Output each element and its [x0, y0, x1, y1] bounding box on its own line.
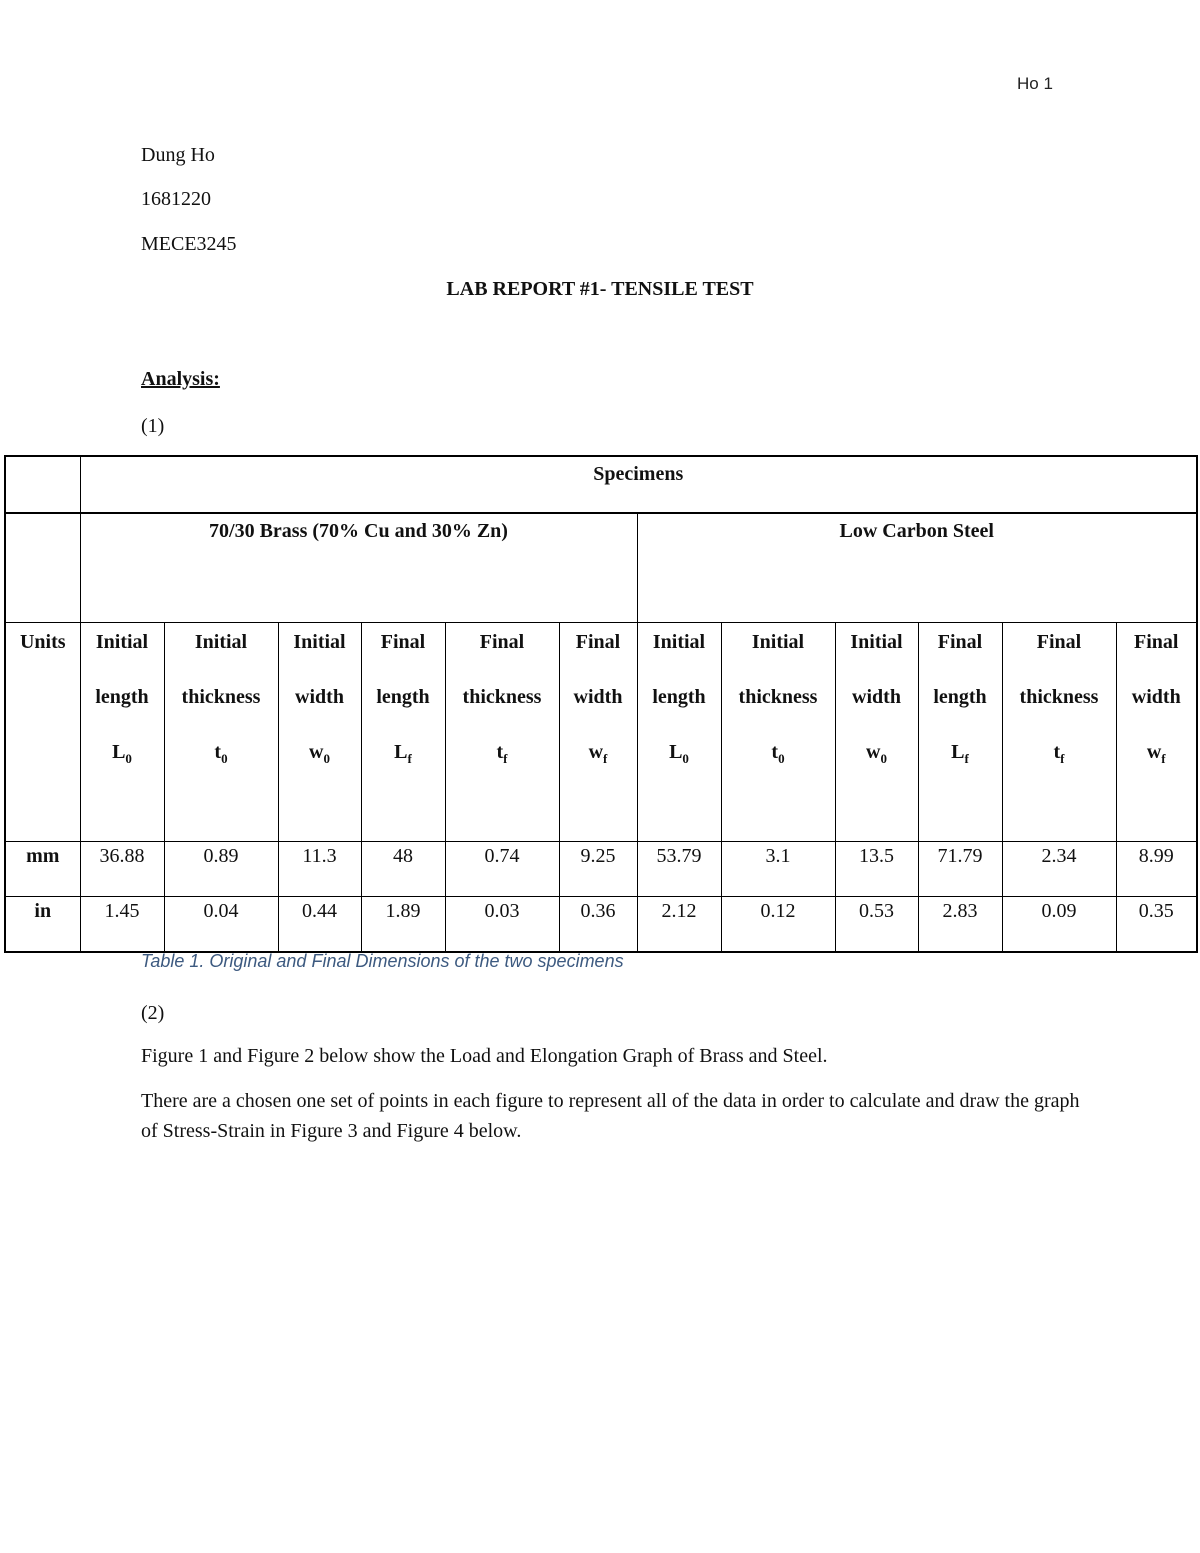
column-symbol [638, 725, 721, 786]
unit-cell [5, 897, 80, 953]
column-header-cell [164, 623, 278, 842]
table-cell [1116, 842, 1197, 897]
column-header-cell [637, 623, 721, 842]
cell-value: 0.74 [484, 845, 520, 867]
student-id: 1681220 [141, 188, 211, 210]
table-cell [918, 842, 1002, 897]
column-header-line1: Final [575, 631, 621, 653]
table-cell [361, 842, 445, 897]
column-header-line2: length [652, 686, 706, 708]
page-number: Ho 1 [1017, 74, 1053, 93]
column-header-cell [918, 623, 1002, 842]
column-header-line1: Initial [751, 631, 805, 653]
cell-value: 48 [393, 845, 413, 867]
table-cell [559, 842, 637, 897]
table-cell [278, 842, 361, 897]
cell-value: 0.35 [1138, 900, 1174, 922]
symbol-letter: w [1146, 741, 1162, 763]
symbol-letter: t [496, 741, 504, 763]
table-cell [164, 842, 278, 897]
empty-corner-cell [5, 456, 80, 513]
symbol-letter: w [309, 741, 324, 763]
symbol-letter: t [771, 741, 779, 763]
column-header-line1: Initial [293, 631, 346, 653]
symbol-subscript: f [1161, 751, 1166, 766]
author-name: Dung Ho [141, 144, 215, 166]
units-header-cell [5, 623, 80, 842]
column-header-line1: Final [479, 631, 525, 653]
table-cell [80, 897, 164, 953]
column-header-line1: Initial [850, 631, 903, 653]
unit-label: in [34, 900, 52, 922]
cell-value: 2.12 [661, 900, 697, 922]
column-header-line1: Initial [652, 631, 706, 653]
symbol-subscript: f [1060, 751, 1065, 766]
table-cell [445, 897, 559, 953]
cell-value: 9.25 [580, 845, 616, 867]
unit-label: mm [26, 845, 60, 867]
symbol-letter: t [1053, 741, 1061, 763]
symbol-subscript: 0 [682, 751, 689, 766]
column-header-line1: Initial [194, 631, 248, 653]
column-header-line2: width [852, 686, 901, 708]
paragraph-2: There are a chosen one set of points in each figure to represent all of the data in order to calculate and draw the graph of Stress-Strain in Figure 3 and Figure 4 below. [141, 1090, 1080, 1142]
dimensions-table [4, 455, 1198, 953]
cell-value: 0.44 [302, 900, 337, 922]
column-header-line2: thickness [738, 686, 818, 708]
table-cell [637, 842, 721, 897]
cell-value: 3.1 [765, 845, 791, 867]
symbol-subscript: f [964, 751, 969, 766]
report-title: LAB REPORT #1- TENSILE TEST [446, 278, 754, 300]
column-symbol [560, 725, 637, 786]
column-header-line1: Final [380, 631, 426, 653]
column-symbol [836, 725, 918, 786]
column-header-line2: thickness [462, 686, 542, 708]
cell-value: 1.45 [104, 900, 140, 922]
table-cell [361, 897, 445, 953]
cell-value: 2.83 [942, 900, 978, 922]
column-header-line2: length [376, 686, 430, 708]
column-symbol [1003, 725, 1116, 786]
symbol-subscript: 0 [221, 751, 228, 766]
brass-group-header: 70/30 Brass (70% Cu and 30% Zn) [209, 520, 508, 542]
paragraph-1: Figure 1 and Figure 2 below show the Load and Elongation Graph of Brass and Steel. [141, 1045, 828, 1067]
symbol-subscript: f [407, 751, 412, 766]
cell-value: 53.79 [656, 845, 702, 867]
symbol-letter: L [951, 741, 965, 763]
cell-value: 8.99 [1138, 845, 1174, 867]
table-cell [559, 897, 637, 953]
column-header-line2: width [573, 686, 623, 708]
analysis-heading: Analysis: [141, 368, 220, 390]
cell-value: 0.53 [859, 900, 894, 922]
course-code: MECE3245 [141, 233, 237, 255]
table-cell [80, 842, 164, 897]
brass-group-cell [80, 513, 637, 623]
column-symbol [722, 725, 835, 786]
column-symbol [446, 725, 559, 786]
table-cell [1002, 897, 1116, 953]
column-symbol [165, 725, 278, 786]
column-header-line1: Final [1036, 631, 1082, 653]
table-cell [721, 842, 835, 897]
column-header-line2: thickness [1019, 686, 1099, 708]
column-header-cell [1002, 623, 1116, 842]
symbol-subscript: f [603, 751, 608, 766]
table-row [5, 897, 1197, 953]
column-header-cell [1116, 623, 1197, 842]
column-header-cell [361, 623, 445, 842]
column-header-line1: Final [937, 631, 983, 653]
cell-value: 0.89 [203, 845, 239, 867]
cell-value: 1.89 [385, 900, 421, 922]
table-cell [164, 897, 278, 953]
column-symbol [919, 725, 1002, 786]
empty-group-cell [5, 513, 80, 623]
symbol-letter: L [112, 741, 126, 763]
table-cell [835, 897, 918, 953]
table-cell [1116, 897, 1197, 953]
cell-value: 36.88 [99, 845, 145, 867]
specimens-header-row [5, 456, 1197, 513]
column-header-line2: thickness [181, 686, 261, 708]
column-header-line2: width [295, 686, 344, 708]
cell-value: 0.12 [760, 900, 796, 922]
table-cell [637, 897, 721, 953]
table-cell [835, 842, 918, 897]
units-header: Units [19, 631, 66, 653]
column-header-cell [721, 623, 835, 842]
column-header-line2: width [1131, 686, 1181, 708]
group-header-row [5, 513, 1197, 623]
steel-group-header: Low Carbon Steel [839, 520, 994, 542]
column-header-cell [278, 623, 361, 842]
cell-value: 13.5 [859, 845, 894, 867]
symbol-subscript: f [503, 751, 508, 766]
cell-value: 0.36 [580, 900, 616, 922]
part1-label: (1) [141, 415, 165, 437]
symbol-subscript: 0 [880, 751, 887, 766]
specimens-header: Specimens [593, 463, 684, 485]
cell-value: 0.03 [484, 900, 520, 922]
table-cell [445, 842, 559, 897]
table-cell [721, 897, 835, 953]
column-symbol [1117, 725, 1197, 786]
column-header-line2: length [95, 686, 149, 708]
cell-value: 11.3 [302, 845, 337, 867]
symbol-letter: L [394, 741, 408, 763]
column-header-cell [445, 623, 559, 842]
symbol-letter: w [866, 741, 881, 763]
table-cell [1002, 842, 1116, 897]
column-header-cell [835, 623, 918, 842]
cell-value: 0.04 [203, 900, 239, 922]
symbol-letter: t [214, 741, 222, 763]
part2-label: (2) [141, 1002, 165, 1024]
cell-value: 2.34 [1041, 845, 1077, 867]
cell-value: 0.09 [1041, 900, 1077, 922]
column-symbol [362, 725, 445, 786]
table-caption: Table 1. Original and Final Dimensions of the two specimens [141, 951, 624, 971]
column-header-row [5, 623, 1197, 842]
column-symbol [81, 725, 164, 786]
symbol-letter: L [669, 741, 683, 763]
specimens-header-cell [80, 456, 1197, 513]
column-symbol [279, 725, 361, 786]
column-header-line1: Final [1134, 631, 1179, 653]
unit-cell [5, 842, 80, 897]
cell-value: 71.79 [937, 845, 983, 867]
table-cell [918, 897, 1002, 953]
table-cell [278, 897, 361, 953]
column-header-cell [80, 623, 164, 842]
steel-group-cell [637, 513, 1197, 623]
symbol-letter: w [588, 741, 604, 763]
column-header-line1: Initial [95, 631, 149, 653]
column-header-line2: length [933, 686, 987, 708]
symbol-subscript: 0 [778, 751, 785, 766]
table-row [5, 842, 1197, 897]
column-header-cell [559, 623, 637, 842]
symbol-subscript: 0 [125, 751, 132, 766]
symbol-subscript: 0 [323, 751, 330, 766]
